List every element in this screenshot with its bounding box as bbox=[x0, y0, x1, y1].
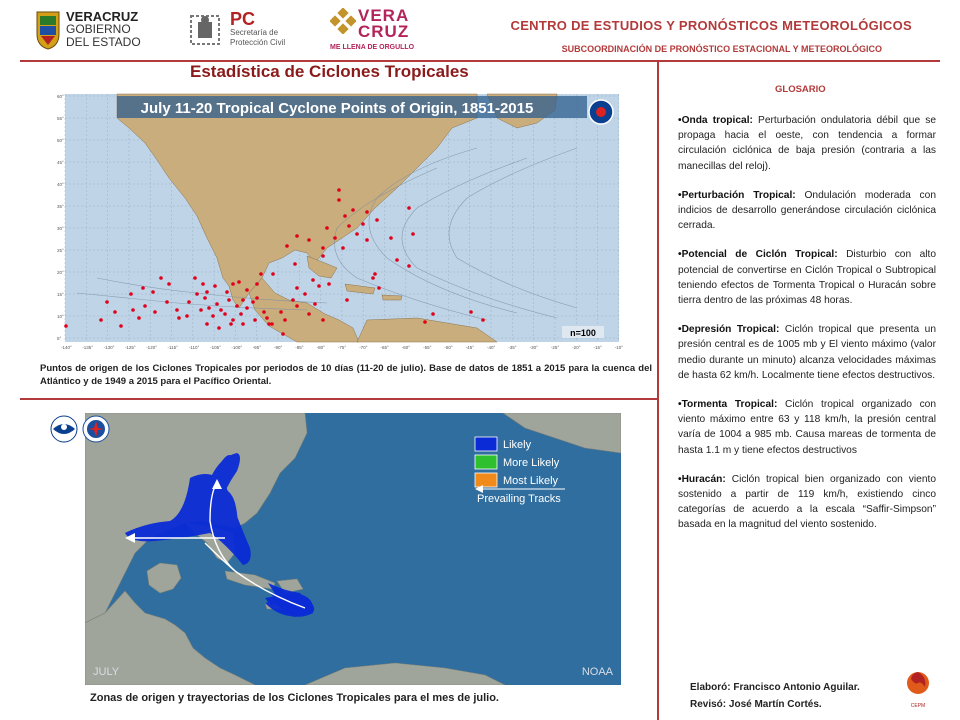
glossary-term: •Onda tropical: bbox=[678, 115, 753, 126]
lon-tick-label: -115° bbox=[167, 345, 178, 350]
origin-point bbox=[259, 272, 263, 276]
origin-point bbox=[283, 318, 287, 322]
lon-tick-label: -75° bbox=[337, 345, 347, 350]
lon-tick-label: -130° bbox=[103, 345, 115, 350]
nws-icon-center bbox=[596, 107, 606, 117]
del-estado-word: DEL ESTADO bbox=[66, 35, 141, 49]
origin-point bbox=[223, 312, 227, 316]
legend-more-likely: More Likely bbox=[503, 457, 560, 469]
glossary-term: •Depresión Tropical: bbox=[678, 324, 780, 336]
origin-point bbox=[175, 308, 179, 312]
origin-point bbox=[239, 312, 243, 316]
map2-caption: Zonas de origen y trayectorias de los Ciclones Tropicales para el mes de julio. bbox=[90, 692, 499, 704]
origin-point bbox=[64, 324, 68, 328]
origin-point bbox=[199, 308, 203, 312]
origin-point bbox=[251, 300, 255, 304]
lon-tick-label: -50° bbox=[444, 345, 453, 350]
origin-point bbox=[195, 292, 199, 296]
pc-line2: Protección Civil bbox=[230, 38, 286, 47]
origin-point bbox=[373, 272, 377, 276]
origin-point bbox=[307, 312, 311, 316]
origin-point bbox=[281, 332, 285, 336]
origin-point bbox=[235, 304, 239, 308]
origin-point bbox=[255, 296, 259, 300]
origin-point bbox=[193, 276, 197, 280]
origin-point bbox=[229, 322, 233, 326]
origin-point bbox=[481, 318, 485, 322]
lon-tick-label: -135° bbox=[82, 345, 94, 350]
glossary-term: •Tormenta Tropical: bbox=[678, 399, 778, 411]
origin-point bbox=[333, 236, 337, 240]
glossary-item bbox=[678, 397, 936, 458]
origin-point bbox=[337, 198, 341, 202]
glossary-item bbox=[678, 188, 936, 234]
origin-point bbox=[241, 298, 245, 302]
origin-point bbox=[389, 236, 393, 240]
lon-tick-label: -55° bbox=[423, 345, 432, 350]
origin-point bbox=[137, 316, 141, 320]
glossary-definition: Disturbio con alto potencial de convertirse en Ciclón Tropical o Subtropical teniendo efectos de Tormenta Tropical o Huracán sobre tierra dentro de las próximas 48 horas. bbox=[678, 249, 936, 307]
origin-point bbox=[321, 246, 325, 250]
origin-point bbox=[205, 322, 209, 326]
lat-tick-label: 55° bbox=[57, 116, 64, 121]
nws-logo-icon bbox=[82, 415, 110, 443]
lat-tick-label: 45° bbox=[57, 160, 64, 165]
origin-point bbox=[167, 282, 171, 286]
origin-point bbox=[113, 310, 117, 314]
origin-point bbox=[423, 320, 427, 324]
lon-tick-label: -60° bbox=[401, 345, 411, 350]
map1-caption: Puntos de origen de los Ciclones Tropicales por periodos de 10 días (11-20 de julio). Base de datos de 1851 a 2015 para la cuenca del Atlántico y de 1949 a 2015 para el Pacífico Oriental. bbox=[40, 363, 652, 387]
origin-point bbox=[295, 286, 299, 290]
lon-tick-label: -100° bbox=[231, 345, 243, 350]
lon-tick-label: -20° bbox=[572, 345, 581, 350]
glossary-definition: Perturbación ondulatoria débil que se propaga hacia el oeste, con tendencia a formar circulación ciclónica de baja presión (contraria a las manecillas del reloj). bbox=[678, 115, 936, 172]
origin-point bbox=[241, 322, 245, 326]
origin-point bbox=[303, 292, 307, 296]
legend-most-likely: Most Likely bbox=[503, 475, 559, 487]
lon-tick-label: -65° bbox=[380, 345, 389, 350]
legend-swatch bbox=[475, 437, 497, 451]
lat-tick-label: 60° bbox=[57, 94, 64, 99]
origin-point bbox=[395, 258, 399, 262]
slogan: ME LLENA DE ORGULLO bbox=[330, 44, 415, 51]
lon-tick-label: -105° bbox=[210, 345, 221, 350]
glossary-definition: Ciclón tropical bien organizado con viento sostenido a partir de 119 km/h, existiendo cinco categorías de acuerdo a la escala “Saffir-Simpson” basada en la magnitud del viento sostenido. bbox=[678, 473, 936, 531]
origin-point bbox=[143, 304, 147, 308]
cepm-logo-icon bbox=[903, 655, 933, 709]
lon-tick-label: -10° bbox=[614, 345, 624, 350]
origin-point bbox=[325, 226, 329, 230]
credit-reviewer: Revisó: José Martín Cortés. bbox=[690, 699, 822, 710]
glossary-term: •Huracán: bbox=[678, 473, 726, 485]
origin-point bbox=[279, 310, 283, 314]
origin-point bbox=[377, 286, 381, 290]
lon-tick-label: -140° bbox=[61, 345, 72, 350]
origin-point bbox=[231, 318, 235, 322]
origin-point bbox=[341, 246, 345, 250]
origin-point bbox=[407, 206, 411, 210]
veracruz-orgullo-pattern-icon bbox=[330, 8, 356, 34]
origin-point bbox=[375, 218, 379, 222]
cepm-label: CEPM bbox=[910, 703, 926, 709]
origin-point bbox=[151, 290, 155, 294]
gobierno-word: GOBIERNO bbox=[66, 22, 131, 36]
origin-point bbox=[295, 304, 299, 308]
origin-point bbox=[321, 318, 325, 322]
point-count: n=100 bbox=[570, 328, 596, 338]
lat-tick-label: 50° bbox=[57, 138, 64, 143]
glossary-term: •Perturbación Tropical: bbox=[678, 189, 796, 201]
origin-point bbox=[153, 310, 157, 314]
cruz-word: CRUZ bbox=[358, 22, 410, 41]
origin-point bbox=[219, 308, 223, 312]
lon-tick-label: -110° bbox=[188, 345, 200, 350]
origin-point bbox=[307, 238, 311, 242]
glossary-item bbox=[678, 472, 936, 533]
origin-point bbox=[355, 232, 359, 236]
origin-point bbox=[337, 188, 341, 192]
month-label: JULY bbox=[93, 666, 120, 678]
lon-tick-label: -80° bbox=[316, 345, 325, 350]
page-title: Estadística de Ciclones Tropicales bbox=[190, 62, 469, 81]
lon-tick-label: -35° bbox=[508, 345, 517, 350]
origin-point bbox=[129, 292, 133, 296]
origin-point bbox=[295, 234, 299, 238]
glossary-item bbox=[678, 113, 936, 174]
header-divider bbox=[20, 60, 940, 62]
credits bbox=[690, 679, 860, 713]
origin-point bbox=[205, 290, 209, 294]
origin-point bbox=[177, 316, 181, 320]
vera-cruz-wordmark bbox=[358, 8, 409, 40]
glossary-title: GLOSARIO bbox=[775, 84, 826, 95]
noaa-logo-icon bbox=[50, 415, 78, 443]
legend-likely: Likely bbox=[503, 439, 532, 451]
origin-point bbox=[255, 282, 259, 286]
veracruz-word: VERACRUZ bbox=[66, 9, 139, 24]
origin-point bbox=[469, 310, 473, 314]
origin-point bbox=[165, 300, 169, 304]
glossary-list bbox=[678, 113, 936, 547]
lon-tick-label: -95° bbox=[252, 345, 262, 350]
glossary-item bbox=[678, 247, 936, 308]
agency-label: NOAA bbox=[581, 666, 613, 678]
veracruz-shield-logo bbox=[35, 8, 61, 50]
lon-tick-label: -45° bbox=[465, 345, 475, 350]
legend-swatch bbox=[475, 473, 497, 487]
lon-tick-label: -25° bbox=[550, 345, 560, 350]
origin-point bbox=[105, 300, 109, 304]
origin-point bbox=[99, 318, 103, 322]
origin-point bbox=[227, 298, 231, 302]
lat-tick-label: 40° bbox=[57, 182, 64, 187]
origin-point bbox=[262, 310, 266, 314]
origin-point bbox=[237, 280, 241, 284]
origin-point bbox=[293, 262, 297, 266]
glossary-item bbox=[678, 322, 936, 383]
july-tracks-map bbox=[85, 413, 621, 685]
origin-point bbox=[141, 286, 145, 290]
origin-point bbox=[345, 298, 349, 302]
origin-point bbox=[407, 264, 411, 268]
origin-point bbox=[431, 312, 435, 316]
origin-point bbox=[411, 232, 415, 236]
origin-point bbox=[271, 272, 275, 276]
legend-prevailing: Prevailing Tracks bbox=[477, 493, 561, 505]
origin-point bbox=[215, 302, 219, 306]
points-of-origin-map bbox=[57, 88, 631, 352]
map1-title: July 11-20 Tropical Cyclone Points of Origin, 1851-2015 bbox=[140, 100, 534, 117]
lon-tick-label: -85° bbox=[295, 345, 304, 350]
origin-point bbox=[213, 284, 217, 288]
origin-point bbox=[131, 308, 135, 312]
origin-point bbox=[343, 214, 347, 218]
credit-author: Elaboró: Francisco Antonio Aguilar. bbox=[690, 682, 860, 693]
glossary-definition: Ciclón tropical organizado con viento máximo entre 63 y 118 km/h, la presión central varía de 1004 a 985 mb. Causa mareas de tormenta de hasta 1.1 m y tiene efectos destructivos bbox=[678, 399, 937, 456]
origin-point bbox=[119, 324, 123, 328]
origin-point bbox=[207, 306, 211, 310]
origin-point bbox=[291, 298, 295, 302]
origin-point bbox=[245, 288, 249, 292]
origin-point bbox=[327, 282, 331, 286]
origin-point bbox=[285, 244, 289, 248]
origin-point bbox=[311, 278, 315, 282]
section-divider bbox=[20, 398, 657, 400]
origin-point bbox=[225, 290, 229, 294]
lat-tick-label: 15° bbox=[57, 292, 64, 297]
legend-swatch bbox=[475, 455, 497, 469]
origin-point bbox=[217, 326, 221, 330]
lat-tick-label: 25° bbox=[57, 248, 64, 253]
lon-tick-label: -125° bbox=[124, 345, 136, 350]
pc-acronym: PC bbox=[230, 9, 256, 29]
pc-logo-text bbox=[230, 10, 285, 48]
lat-tick-label: 35° bbox=[57, 204, 64, 209]
lon-tick-label: -70° bbox=[359, 345, 368, 350]
lat-tick-label: 10° bbox=[57, 314, 64, 319]
lon-tick-label: -30° bbox=[529, 345, 538, 350]
lat-tick-label: 20° bbox=[57, 270, 64, 275]
origin-point bbox=[317, 284, 321, 288]
origin-point bbox=[361, 222, 365, 226]
vera-word: VERA bbox=[358, 6, 410, 25]
glossary-definition: Ondulación moderada con indicios de desarrollo generándose circulación ciclónica cerrada. bbox=[678, 189, 936, 232]
mexico-coat-of-arms-logo bbox=[185, 10, 225, 50]
origin-point bbox=[365, 210, 369, 214]
origin-point bbox=[187, 300, 191, 304]
origin-point bbox=[365, 238, 369, 242]
veracruz-logo-text bbox=[66, 10, 141, 49]
lon-tick-label: -40° bbox=[487, 345, 496, 350]
origin-point bbox=[231, 282, 235, 286]
origin-point bbox=[321, 254, 325, 258]
origin-point bbox=[371, 276, 375, 280]
vertical-divider bbox=[657, 60, 659, 720]
lat-tick-label: 5° bbox=[57, 336, 62, 341]
lon-tick-label: -90° bbox=[274, 345, 283, 350]
origin-point bbox=[347, 224, 351, 228]
glossary-term: •Potencial de Ciclón Tropical: bbox=[678, 249, 838, 261]
glossary-definition: Ciclón tropical que presenta un presión central es de 1005 mb y El viento máximo (valor medio durante un minuto) alcanza velocidades máximas de hasta 62 km/h. Localmente tiene efectos destructivos. bbox=[678, 324, 937, 381]
header-title: CENTRO DE ESTUDIOS Y PRONÓSTICOS METEOROLÓGICOS bbox=[510, 18, 912, 33]
origin-point bbox=[185, 314, 189, 318]
origin-point bbox=[201, 282, 205, 286]
lon-tick-label: -15° bbox=[593, 345, 602, 350]
origin-point bbox=[245, 306, 249, 310]
origin-point bbox=[267, 322, 271, 326]
origin-point bbox=[211, 314, 215, 318]
origin-point bbox=[159, 276, 163, 280]
header-subtitle: SUBCOORDINACIÓN DE PRONÓSTICO ESTACIONAL Y METEOROLÓGICO bbox=[561, 44, 882, 54]
origin-point bbox=[253, 318, 257, 322]
lon-tick-label: -120° bbox=[146, 345, 158, 350]
lat-tick-label: 30° bbox=[57, 226, 64, 231]
origin-point bbox=[203, 296, 207, 300]
origin-point bbox=[313, 302, 317, 306]
origin-point bbox=[351, 208, 355, 212]
origin-point bbox=[265, 316, 269, 320]
pc-line1: Secretaría de bbox=[230, 28, 279, 37]
